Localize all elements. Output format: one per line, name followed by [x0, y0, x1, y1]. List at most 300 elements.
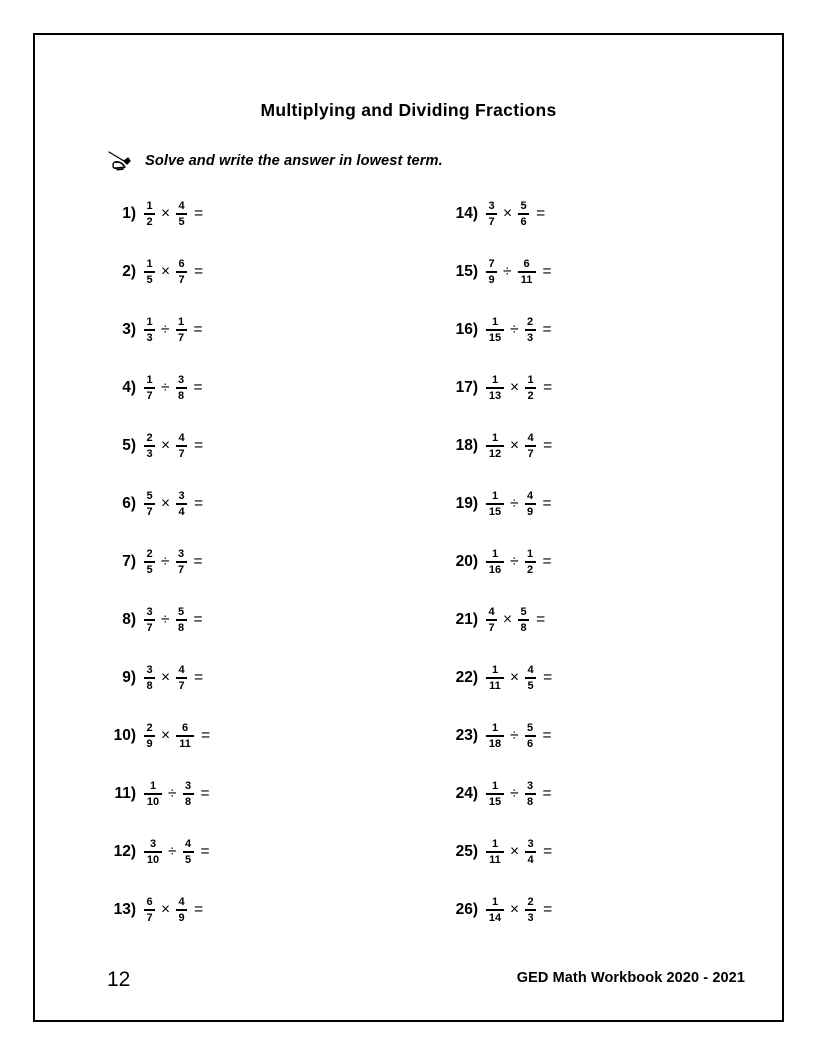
fraction-bar	[176, 561, 187, 563]
problem-row	[105, 243, 435, 301]
fraction-second	[525, 722, 536, 751]
equals-sign: =	[543, 669, 553, 687]
denominator: 8	[526, 795, 534, 808]
instruction-row	[107, 149, 443, 173]
equals-sign: =	[194, 495, 204, 513]
problem-row	[105, 707, 435, 765]
fraction-second	[176, 316, 187, 345]
fraction-second	[176, 432, 187, 461]
fraction-first	[144, 838, 162, 867]
footer-book-title: GED Math Workbook 2020 - 2021	[516, 970, 745, 986]
problem-row	[105, 591, 435, 649]
pencil-writing-icon	[107, 149, 137, 173]
numerator: 1	[491, 315, 499, 328]
fraction-bar	[525, 329, 536, 331]
fraction-second	[183, 780, 194, 809]
numerator: 4	[178, 199, 185, 212]
fraction-first	[144, 432, 155, 461]
numerator: 5	[526, 721, 534, 734]
multiply-operator: ×	[510, 843, 520, 861]
numerator: 6	[146, 895, 153, 908]
numerator: 5	[520, 199, 527, 212]
fraction-second	[176, 490, 187, 519]
denominator: 2	[526, 563, 534, 576]
fraction-first	[144, 258, 155, 287]
fraction-first	[144, 606, 155, 635]
problem-number: 5)	[122, 437, 136, 455]
fraction-first	[144, 664, 155, 693]
problem-number: 3)	[122, 321, 136, 339]
fraction-bar	[525, 851, 536, 853]
fraction-second	[183, 838, 194, 867]
problem-number: 17)	[455, 379, 478, 397]
denominator: 11	[489, 853, 501, 866]
numerator: 1	[491, 779, 499, 792]
numerator: 1	[527, 373, 534, 386]
denominator: 5	[146, 563, 153, 576]
equals-sign: =	[193, 321, 203, 339]
fraction-second	[525, 316, 536, 345]
denominator: 8	[146, 679, 153, 692]
denominator: 6	[520, 215, 527, 228]
denominator: 3	[526, 331, 534, 344]
problem-number: 16)	[455, 321, 478, 339]
denominator: 3	[527, 911, 534, 924]
problem-number: 10)	[113, 727, 136, 745]
equals-sign: =	[193, 553, 203, 571]
divide-operator: ÷	[161, 553, 170, 571]
numerator: 4	[184, 837, 192, 850]
fraction-second	[176, 374, 187, 403]
equals-sign: =	[200, 785, 210, 803]
denominator: 9	[146, 737, 153, 750]
footer-page-number: 12	[107, 968, 131, 991]
fraction-second	[176, 258, 187, 287]
denominator: 3	[146, 331, 153, 344]
problem-number: 11)	[114, 785, 136, 803]
equals-sign: =	[542, 553, 552, 571]
numerator: 4	[527, 663, 534, 676]
divide-operator: ÷	[510, 495, 519, 513]
numerator: 3	[149, 837, 157, 850]
divide-operator: ÷	[510, 321, 519, 339]
equals-sign: =	[542, 727, 552, 745]
denominator: 18	[488, 737, 502, 750]
denominator: 13	[488, 389, 502, 402]
divide-operator: ÷	[168, 785, 177, 803]
multiply-operator: ×	[161, 495, 171, 513]
fraction-second	[176, 722, 194, 751]
problem-number: 25)	[455, 843, 478, 861]
numerator: 1	[491, 489, 499, 502]
equals-sign: =	[193, 611, 203, 629]
fraction-bar	[486, 445, 504, 447]
fraction-first	[486, 896, 504, 925]
fraction-bar	[176, 445, 187, 447]
fraction-bar	[486, 851, 504, 853]
equals-sign: =	[542, 263, 552, 281]
denominator: 7	[146, 389, 153, 402]
problem-number: 26)	[455, 901, 478, 919]
equals-sign: =	[194, 263, 204, 281]
multiply-operator: ×	[161, 263, 171, 281]
fraction-bar	[176, 271, 187, 273]
denominator: 11	[520, 273, 533, 286]
fraction-bar	[486, 735, 504, 737]
denominator: 7	[146, 505, 153, 518]
problem-number: 21)	[455, 611, 478, 629]
divide-operator: ÷	[168, 843, 177, 861]
equals-sign: =	[542, 321, 552, 339]
multiply-operator: ×	[161, 437, 171, 455]
denominator: 9	[526, 505, 534, 518]
denominator: 14	[488, 911, 502, 924]
fraction-first	[486, 316, 504, 345]
divide-operator: ÷	[161, 611, 170, 629]
numerator: 3	[177, 373, 185, 386]
divide-operator: ÷	[510, 553, 519, 571]
fraction-bar	[176, 387, 187, 389]
problem-number: 12)	[113, 843, 136, 861]
denominator: 7	[177, 563, 185, 576]
multiply-operator: ×	[510, 901, 520, 919]
fraction-bar	[525, 677, 536, 679]
problem-row	[447, 823, 777, 881]
denominator: 5	[527, 679, 534, 692]
fraction-first	[486, 432, 504, 461]
fraction-bar	[525, 909, 536, 911]
numerator: 1	[526, 547, 534, 560]
fraction-bar	[525, 793, 536, 795]
problem-row	[105, 823, 435, 881]
fraction-first	[486, 200, 497, 229]
fraction-bar	[183, 851, 194, 853]
numerator: 3	[178, 489, 185, 502]
numerator: 4	[178, 895, 185, 908]
numerator: 6	[523, 257, 530, 270]
fraction-bar	[486, 677, 504, 679]
equals-sign: =	[201, 727, 211, 745]
numerator: 1	[491, 547, 499, 560]
fraction-first	[144, 200, 155, 229]
fraction-first	[144, 490, 155, 519]
problem-row	[447, 359, 777, 417]
numerator: 1	[491, 837, 499, 850]
fraction-bar	[486, 213, 497, 215]
fraction-bar	[176, 329, 187, 331]
fraction-bar	[144, 213, 155, 215]
numerator: 3	[177, 547, 185, 560]
denominator: 6	[526, 737, 534, 750]
numerator: 3	[488, 199, 495, 212]
fraction-bar	[525, 561, 536, 563]
fraction-first	[486, 490, 504, 519]
divide-operator: ÷	[503, 263, 512, 281]
fraction-second	[525, 780, 536, 809]
fraction-bar	[486, 909, 504, 911]
numerator: 1	[149, 779, 157, 792]
fraction-bar	[144, 619, 155, 621]
fraction-bar	[144, 387, 155, 389]
numerator: 2	[527, 895, 534, 908]
denominator: 2	[527, 389, 534, 402]
numerator: 1	[491, 721, 499, 734]
fraction-bar	[176, 213, 187, 215]
numerator: 2	[526, 315, 534, 328]
fraction-bar	[486, 329, 504, 331]
numerator: 3	[184, 779, 192, 792]
fraction-second	[176, 664, 187, 693]
denominator: 8	[184, 795, 192, 808]
numerator: 2	[146, 547, 153, 560]
fraction-first	[486, 780, 504, 809]
problem-row	[447, 649, 777, 707]
fraction-first	[486, 548, 504, 577]
denominator: 7	[177, 331, 185, 344]
fraction-bar	[518, 213, 529, 215]
problem-row	[105, 185, 435, 243]
fraction-bar	[183, 793, 194, 795]
problem-number: 4)	[122, 379, 136, 397]
fraction-second	[525, 548, 536, 577]
denominator: 8	[177, 621, 185, 634]
problem-row	[447, 707, 777, 765]
problem-number: 7)	[122, 553, 136, 571]
fraction-bar	[144, 909, 155, 911]
fraction-bar	[176, 909, 187, 911]
numerator: 5	[520, 605, 527, 618]
divide-operator: ÷	[510, 785, 519, 803]
equals-sign: =	[536, 205, 546, 223]
problem-number: 6)	[122, 495, 136, 513]
fraction-second	[518, 258, 536, 287]
fraction-bar	[144, 329, 155, 331]
fraction-first	[486, 664, 504, 693]
fraction-second	[525, 374, 536, 403]
equals-sign: =	[542, 785, 552, 803]
fraction-bar	[144, 677, 155, 679]
fraction-first	[144, 780, 162, 809]
fraction-second	[176, 548, 187, 577]
problem-row	[447, 243, 777, 301]
divide-operator: ÷	[161, 379, 170, 397]
denominator: 7	[488, 215, 495, 228]
denominator: 4	[527, 853, 534, 866]
fraction-first	[486, 258, 497, 287]
denominator: 11	[489, 679, 501, 692]
fraction-bar	[518, 619, 529, 621]
problem-number: 14)	[455, 205, 478, 223]
fraction-bar	[144, 561, 155, 563]
problem-row	[105, 881, 435, 939]
problem-number: 13)	[113, 901, 136, 919]
denominator: 9	[488, 273, 495, 286]
problem-number: 8)	[122, 611, 136, 629]
fraction-bar	[486, 387, 504, 389]
numerator: 5	[177, 605, 185, 618]
denominator: 12	[488, 447, 502, 460]
fraction-first	[144, 722, 155, 751]
numerator: 6	[178, 257, 185, 270]
problem-row	[105, 359, 435, 417]
denominator: 7	[178, 447, 185, 460]
problem-row	[447, 533, 777, 591]
denominator: 15	[488, 331, 502, 344]
fraction-bar	[525, 445, 536, 447]
denominator: 7	[146, 911, 153, 924]
fraction-bar	[525, 735, 536, 737]
fraction-second	[176, 896, 187, 925]
problem-number: 20)	[455, 553, 478, 571]
fraction-bar	[525, 503, 536, 505]
fraction-second	[518, 200, 529, 229]
fraction-bar	[486, 503, 504, 505]
equals-sign: =	[200, 843, 210, 861]
denominator: 7	[488, 621, 495, 634]
problem-number: 18)	[455, 437, 478, 455]
problem-row	[447, 591, 777, 649]
denominator: 7	[527, 447, 534, 460]
fraction-second	[176, 200, 187, 229]
denominator: 7	[178, 273, 185, 286]
fraction-second	[518, 606, 529, 635]
numerator: 1	[491, 895, 499, 908]
equals-sign: =	[194, 437, 204, 455]
multiply-operator: ×	[161, 669, 171, 687]
fraction-bar	[525, 387, 536, 389]
fraction-bar	[144, 735, 155, 737]
denominator: 7	[178, 679, 185, 692]
fraction-bar	[176, 619, 187, 621]
problem-row	[447, 301, 777, 359]
fraction-second	[525, 432, 536, 461]
problem-row	[447, 417, 777, 475]
equals-sign: =	[543, 901, 553, 919]
denominator: 8	[177, 389, 185, 402]
fraction-second	[176, 606, 187, 635]
instruction-text: Solve and write the answer in lowest term.	[145, 153, 443, 169]
equals-sign: =	[194, 669, 204, 687]
problem-row	[105, 301, 435, 359]
denominator: 8	[520, 621, 527, 634]
divide-operator: ÷	[161, 321, 170, 339]
problems-column-left	[105, 185, 435, 939]
denominator: 2	[146, 215, 153, 228]
fraction-bar	[176, 677, 187, 679]
numerator: 4	[178, 431, 185, 444]
denominator: 16	[488, 563, 502, 576]
fraction-bar	[486, 793, 504, 795]
page-title: Multiplying and Dividing Fractions	[260, 100, 557, 120]
denominator: 5	[146, 273, 153, 286]
equals-sign: =	[543, 843, 553, 861]
fraction-first	[144, 316, 155, 345]
fraction-first	[144, 896, 155, 925]
denominator: 11	[179, 737, 191, 750]
numerator: 4	[527, 431, 534, 444]
fraction-first	[486, 374, 504, 403]
numerator: 1	[491, 373, 499, 386]
denominator: 5	[178, 215, 185, 228]
numerator: 1	[146, 315, 153, 328]
problem-row	[447, 881, 777, 939]
fraction-bar	[144, 271, 155, 273]
fraction-bar	[144, 793, 162, 795]
denominator: 3	[146, 447, 153, 460]
fraction-bar	[486, 619, 497, 621]
equals-sign: =	[194, 901, 204, 919]
problem-number: 1)	[122, 205, 136, 223]
fraction-second	[525, 896, 536, 925]
numerator: 2	[146, 431, 153, 444]
numerator: 2	[146, 721, 153, 734]
fraction-bar	[144, 503, 155, 505]
numerator: 3	[146, 663, 153, 676]
fraction-bar	[176, 503, 187, 505]
multiply-operator: ×	[161, 901, 171, 919]
multiply-operator: ×	[161, 205, 171, 223]
numerator: 1	[177, 315, 185, 328]
numerator: 1	[146, 373, 153, 386]
fraction-second	[525, 490, 536, 519]
equals-sign: =	[543, 379, 553, 397]
numerator: 6	[182, 721, 189, 734]
multiply-operator: ×	[161, 727, 171, 745]
numerator: 4	[526, 489, 534, 502]
problem-number: 23)	[455, 727, 478, 745]
problem-number: 15)	[455, 263, 478, 281]
fraction-first	[486, 606, 497, 635]
denominator: 15	[488, 505, 502, 518]
numerator: 1	[146, 257, 153, 270]
fraction-bar	[486, 561, 504, 563]
numerator: 1	[146, 199, 153, 212]
numerator: 4	[488, 605, 495, 618]
numerator: 4	[178, 663, 185, 676]
problem-row	[447, 765, 777, 823]
equals-sign: =	[194, 205, 204, 223]
numerator: 3	[527, 837, 534, 850]
fraction-bar	[144, 445, 155, 447]
equals-sign: =	[542, 495, 552, 513]
divide-operator: ÷	[510, 727, 519, 745]
numerator: 1	[491, 663, 499, 676]
fraction-bar	[518, 271, 536, 273]
fraction-bar	[486, 271, 497, 273]
problem-row	[105, 765, 435, 823]
fraction-first	[144, 548, 155, 577]
equals-sign: =	[536, 611, 546, 629]
fraction-first	[486, 838, 504, 867]
problem-row	[447, 185, 777, 243]
multiply-operator: ×	[510, 379, 520, 397]
numerator: 5	[146, 489, 153, 502]
problem-row	[105, 417, 435, 475]
problem-row	[105, 533, 435, 591]
equals-sign: =	[543, 437, 553, 455]
problem-number: 2)	[122, 263, 136, 281]
denominator: 5	[184, 853, 192, 866]
denominator: 15	[488, 795, 502, 808]
fraction-bar	[176, 735, 194, 737]
problem-row	[447, 475, 777, 533]
fraction-first	[486, 722, 504, 751]
denominator: 4	[178, 505, 185, 518]
denominator: 9	[178, 911, 185, 924]
denominator: 7	[146, 621, 153, 634]
fraction-bar	[144, 851, 162, 853]
problem-row	[105, 475, 435, 533]
